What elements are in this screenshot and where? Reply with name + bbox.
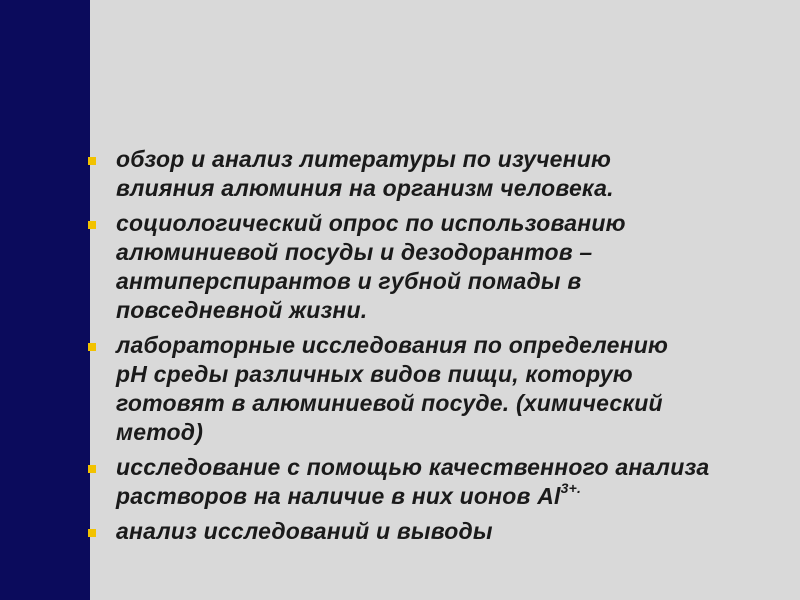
list-item-text: исследование с помощью качественного анализа растворов на наличие в них ионов Al xyxy=(116,454,710,509)
list-item-text: лабораторные исследования по определению pH среды различных видов пищи, которую готовят в алюминиевой посуде. (химический метод) xyxy=(116,332,669,445)
ion-charge-superscript: 3+. xyxy=(560,480,582,497)
list-item xyxy=(86,331,796,447)
square-bullet-icon xyxy=(88,157,96,165)
list-item xyxy=(86,145,796,203)
square-bullet-icon xyxy=(88,343,96,351)
bullet-list xyxy=(86,145,796,552)
list-item xyxy=(86,517,796,546)
left-decorative-band xyxy=(0,0,90,600)
square-bullet-icon xyxy=(88,529,96,537)
list-item-text: анализ исследований и выводы xyxy=(116,518,493,544)
square-bullet-icon xyxy=(88,465,96,473)
list-item xyxy=(86,209,796,325)
list-item-text: обзор и анализ литературы по изучению влияния алюминия на организм человека. xyxy=(116,146,614,201)
list-item xyxy=(86,453,796,511)
square-bullet-icon xyxy=(88,221,96,229)
list-item-text: социологический опрос по использованию алюминиевой посуды и дезодорантов – антиперспирантов и губной помады в повседневной жизни. xyxy=(116,210,626,323)
